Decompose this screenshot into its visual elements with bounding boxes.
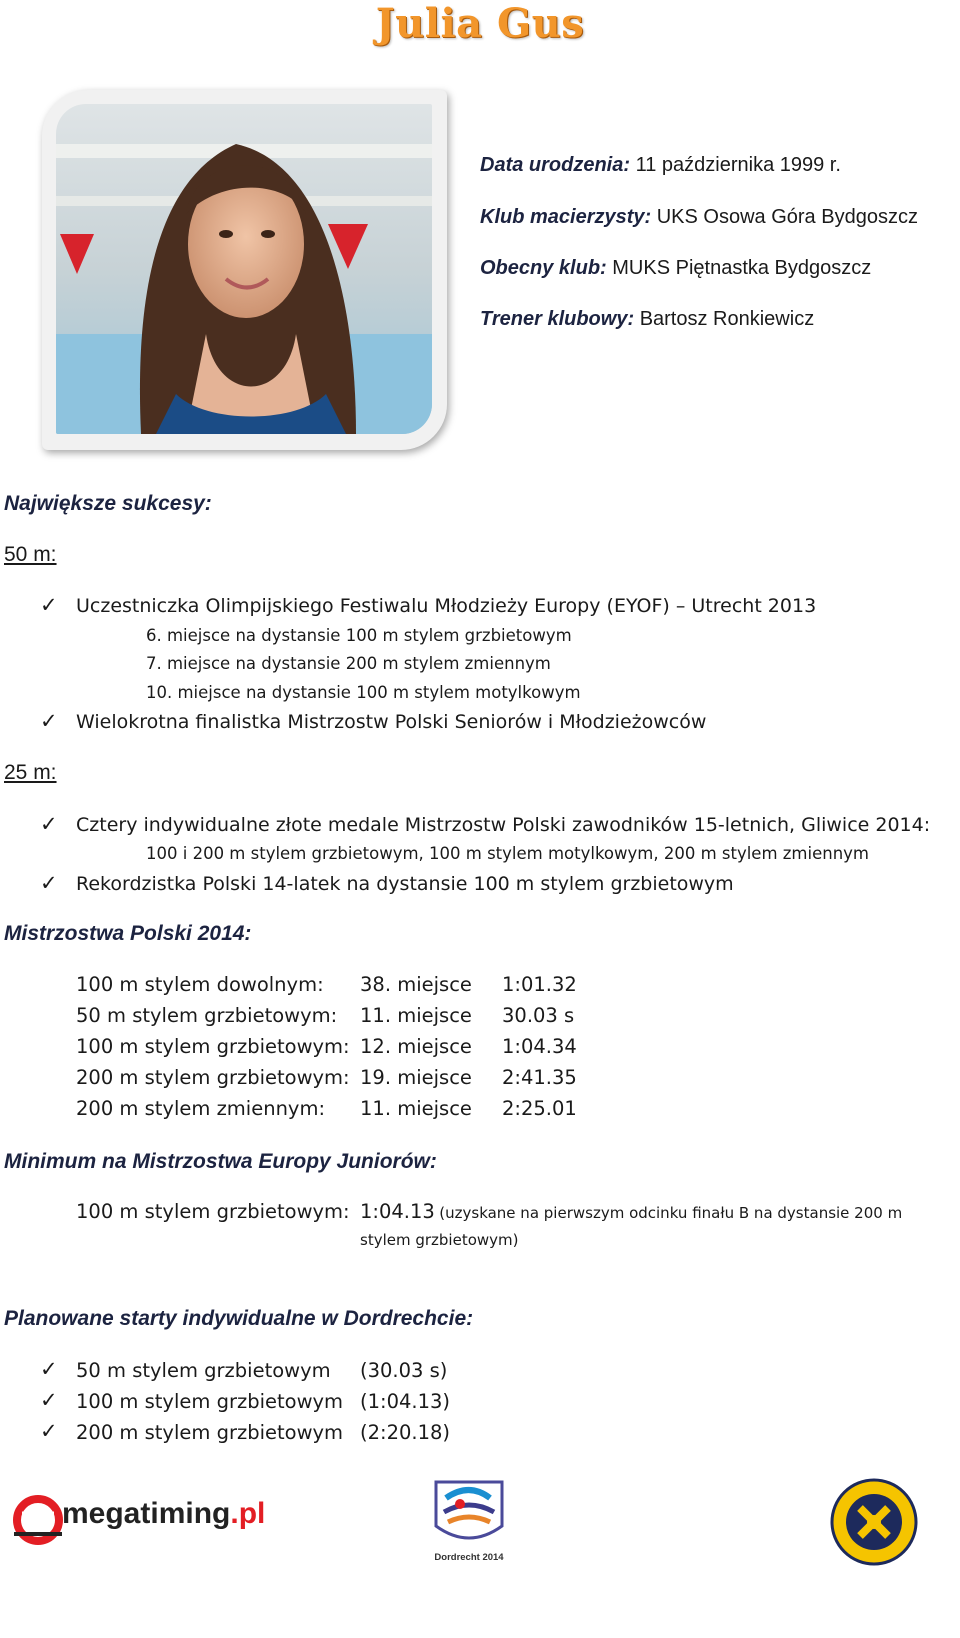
- birth-date: Data urodzenia: 11 października 1999 r.: [480, 154, 841, 176]
- successes-heading: Największe sukcesy:: [4, 492, 212, 515]
- minimum-event: 100 m stylem grzbietowym:: [76, 1200, 350, 1223]
- pool-25-label: 25 m:: [4, 761, 57, 784]
- check-icon: ✓: [40, 872, 58, 895]
- gold-medals-events: 100 i 200 m stylem grzbietowym, 100 m stylem motylkowym, 200 m stylem zmiennym: [146, 844, 869, 863]
- coach: Trener klubowy: Bartosz Ronkiewicz: [480, 308, 815, 330]
- dordrecht-2014-logo: Dordrecht 2014: [430, 1478, 508, 1566]
- minimum-note: stylem grzbietowym): [360, 1231, 519, 1249]
- planned-time: (1:04.13): [360, 1390, 451, 1413]
- planned-event: 100 m stylem grzbietowym: [76, 1390, 344, 1413]
- record-item: Rekordzistka Polski 14-latek na dystansie 100 m stylem grzbietowym: [76, 873, 734, 895]
- mp2014-heading: Mistrzostwa Polski 2014:: [4, 922, 252, 945]
- planned-time: (30.03 s): [360, 1359, 448, 1382]
- check-icon: ✓: [40, 1420, 58, 1443]
- finalist-item: Wielokrotna finalistka Mistrzostw Polski Seniorów i Młodzieżowców: [76, 711, 707, 733]
- planned-event: 200 m stylem grzbietowym: [76, 1421, 344, 1444]
- planned-heading: Planowane starty indywidualne w Dordrechcie:: [4, 1307, 474, 1330]
- pzp-seal-mark: [830, 1478, 918, 1566]
- planned-event: 50 m stylem grzbietowym: [76, 1359, 331, 1382]
- check-icon: ✓: [40, 710, 58, 733]
- eyof-result-1: 6. miejsce na dystansie 100 m stylem grzbietowym: [146, 626, 572, 645]
- gold-medals-item: Cztery indywidualne złote medale Mistrzostw Polski zawodników 15-letnich, Gliwice 2014:: [76, 814, 931, 836]
- check-icon: ✓: [40, 594, 58, 617]
- pool-50-label: 50 m:: [4, 543, 57, 566]
- eyof-result-2: 7. miejsce na dystansie 200 m stylem zmiennym: [146, 654, 551, 673]
- athlete-photo: [56, 104, 432, 434]
- minimum-heading: Minimum na Mistrzostwa Europy Juniorów:: [4, 1150, 437, 1173]
- check-icon: ✓: [40, 1358, 58, 1381]
- planned-time: (2:20.18): [360, 1421, 451, 1444]
- dordrecht-logo-mark: [430, 1478, 508, 1550]
- page-title: Julia Gus: [375, 0, 585, 47]
- current-club: Obecny klub: MUKS Piętnastka Bydgoszcz: [480, 257, 872, 279]
- megatiming-logo: megatiming.pl: [8, 1492, 238, 1548]
- check-icon: ✓: [40, 1389, 58, 1412]
- eyof-result-3: 10. miejsce na dystansie 100 m stylem motylkowym: [146, 683, 581, 702]
- pzp-seal-logo: [830, 1478, 918, 1566]
- eyof-item: Uczestniczka Olimpijskiego Festiwalu Młodzieży Europy (EYOF) – Utrecht 2013: [76, 595, 817, 617]
- check-icon: ✓: [40, 813, 58, 836]
- minimum-result: 1:04.13 (uzyskane na pierwszym odcinku finału B na dystansie 200 m: [360, 1200, 903, 1223]
- home-club: Klub macierzysty: UKS Osowa Góra Bydgoszcz: [480, 206, 918, 228]
